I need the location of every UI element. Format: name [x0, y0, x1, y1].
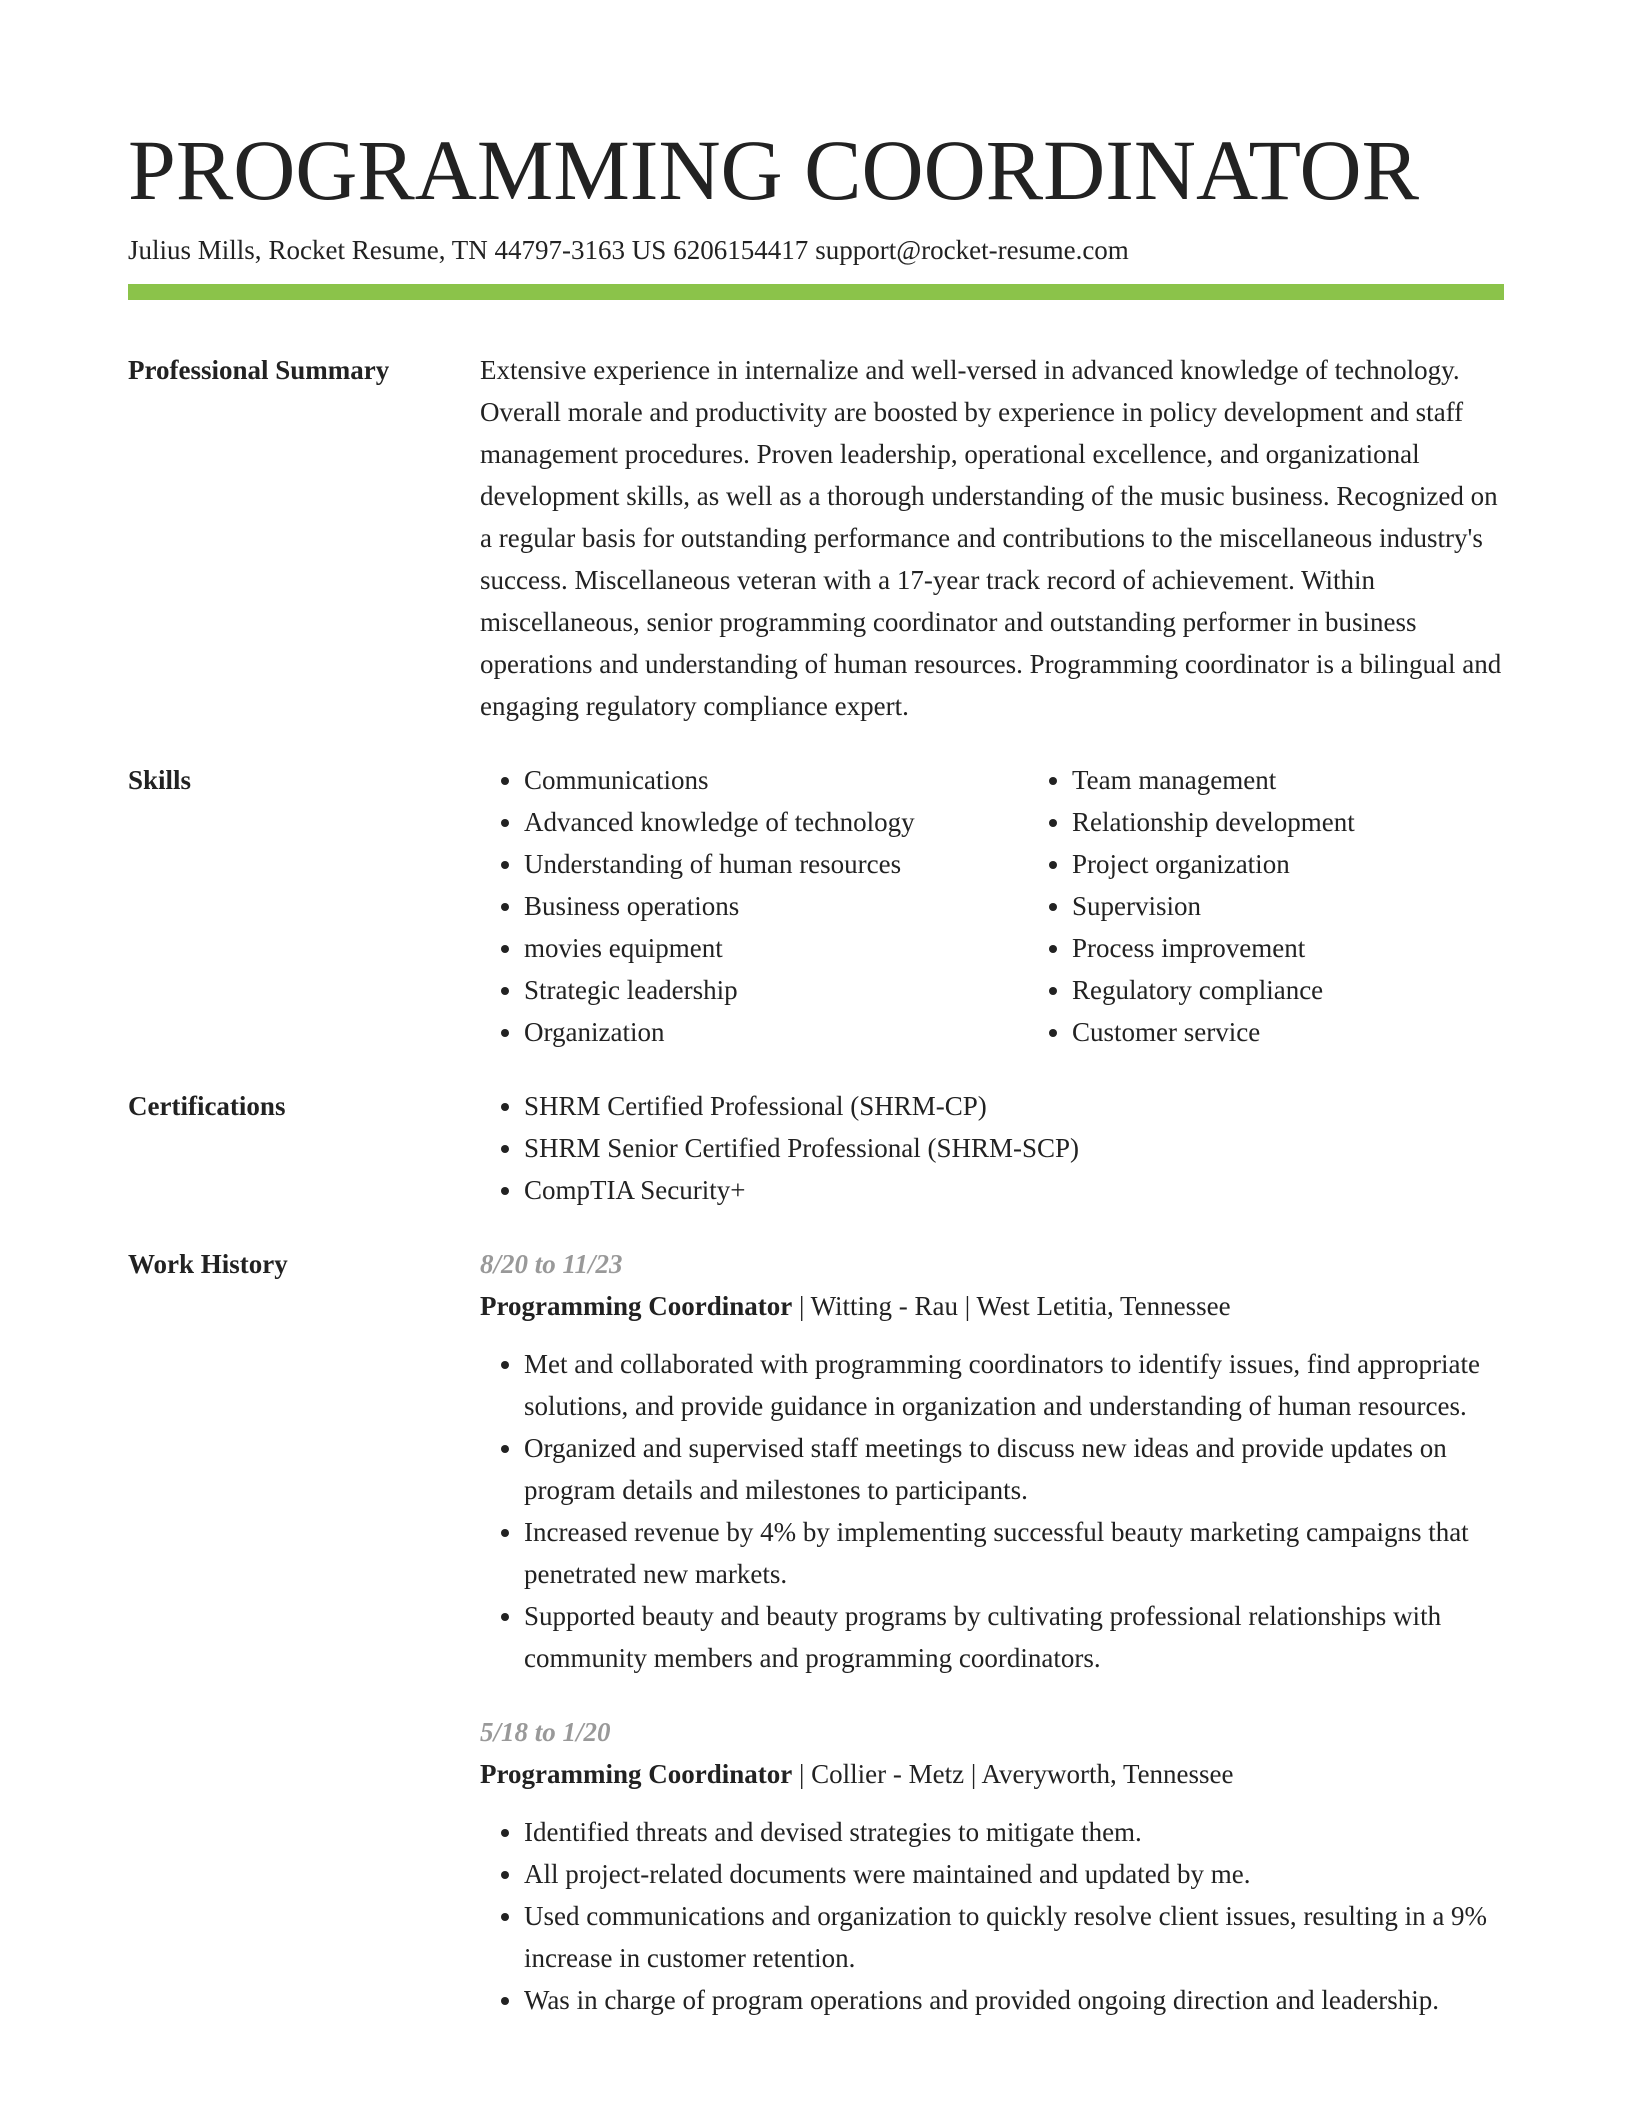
certification-item: • SHRM Certified Professional (SHRM-CP) — [524, 1085, 1504, 1127]
skill-item: • Regulatory compliance — [1072, 969, 1576, 1011]
skill-item: • movies equipment — [524, 927, 1028, 969]
job-bullet: • Was in charge of program operations and provided ongoing direction and leadership. — [524, 1979, 1504, 2021]
certification-item: • CompTIA Security+ — [524, 1169, 1504, 1211]
job-entry — [480, 1711, 1504, 2021]
skill-item: • Organization — [524, 1011, 1028, 1053]
job-title: Programming Coordinator — [480, 1759, 793, 1789]
work-history-body — [480, 1243, 1504, 2021]
section-label-summary: Professional Summary — [128, 355, 390, 385]
skill-item: • Relationship development — [1072, 801, 1576, 843]
certifications-section — [128, 1085, 1504, 1211]
job-bullet: • All project-related documents were maintained and updated by me. — [524, 1853, 1504, 1895]
skill-item: • Business operations — [524, 885, 1028, 927]
certification-item: • SHRM Senior Certified Professional (SHRM-SCP) — [524, 1127, 1504, 1169]
contact-line — [128, 232, 1504, 268]
certifications-body — [480, 1085, 1504, 1211]
skill-item: • Customer service — [1072, 1011, 1576, 1053]
job-bullet: • Organized and supervised staff meetings to discuss new ideas and provide updates on program details and milestones to participants. — [524, 1427, 1504, 1511]
job-dates: 5/18 to 1/20 — [480, 1717, 611, 1747]
resume-page — [128, 120, 1504, 2021]
section-label-skills: Skills — [128, 765, 192, 795]
contact-address: Rocket Resume, TN 44797-3163 US — [268, 235, 667, 265]
contact-name: Julius Mills, — [128, 235, 262, 265]
job-heading — [480, 1753, 1504, 1795]
job-bullet: • Met and collaborated with programming coordinators to identify issues, find appropriate solutions, and provide guidance in organization and understanding of human resources. — [524, 1343, 1504, 1427]
skill-item: • Process improvement — [1072, 927, 1576, 969]
job-bullets — [480, 1811, 1504, 2021]
contact-email: support@rocket-resume.com — [815, 235, 1129, 265]
job-heading — [480, 1285, 1504, 1327]
skills-section — [128, 759, 1504, 1053]
job-bullet: • Supported beauty and beauty programs by cultivating professional relationships with community members and programming coordinators. — [524, 1595, 1504, 1679]
certifications-list — [480, 1085, 1504, 1211]
job-title: Programming Coordinator — [480, 1291, 793, 1321]
section-label-certifications: Certifications — [128, 1091, 286, 1121]
skill-item: • Advanced knowledge of technology — [524, 801, 1028, 843]
skill-item: • Project organization — [1072, 843, 1576, 885]
skill-item: • Team management — [1072, 759, 1576, 801]
job-bullet: • Identified threats and devised strategies to mitigate them. — [524, 1811, 1504, 1853]
skill-item: • Communications — [524, 759, 1028, 801]
accent-divider — [128, 284, 1504, 300]
job-details: | Witting - Rau | West Letitia, Tennessee — [792, 1291, 1231, 1321]
section-label-work-history: Work History — [128, 1249, 288, 1279]
resume-title: PROGRAMMING COORDINATOR — [128, 122, 1419, 218]
work-history-section — [128, 1243, 1504, 2021]
job-bullets — [480, 1343, 1504, 1679]
job-details: | Collier - Metz | Averyworth, Tennessee — [792, 1759, 1234, 1789]
summary-section — [128, 349, 1504, 727]
skills-list-left — [480, 759, 1028, 1053]
skill-item: • Strategic leadership — [524, 969, 1028, 1011]
skills-grid — [480, 759, 1576, 1053]
job-bullet: • Increased revenue by 4% by implementing successful beauty marketing campaigns that penetrated new markets. — [524, 1511, 1504, 1595]
job-dates: 8/20 to 11/23 — [480, 1249, 623, 1279]
skill-item: • Understanding of human resources — [524, 843, 1028, 885]
summary-text: Extensive experience in internalize and well-versed in advanced knowledge of technology. Overall morale and productivity are boosted by experience in policy development and staff management procedures. Proven leadership, operational excellence, and organizational development skills, as well as a thorough understanding of the music business. Recognized on a regular basis for outstanding performance and contributions to the miscellaneous industry's success. Miscellaneous veteran with a 17-year track record of achievement. Within miscellaneous, senior programming coordinator and outstanding performer in business operations and understanding of human resources. Programming coordinator is a bilingual and engaging regulatory compliance expert. — [480, 355, 1502, 721]
job-entry — [480, 1243, 1504, 1679]
skill-item: • Supervision — [1072, 885, 1576, 927]
skills-list-right — [1028, 759, 1576, 1053]
job-bullet: • Used communications and organization to quickly resolve client issues, resulting in a 9% increase in customer retention. — [524, 1895, 1504, 1979]
contact-phone: 6206154417 — [673, 235, 809, 265]
